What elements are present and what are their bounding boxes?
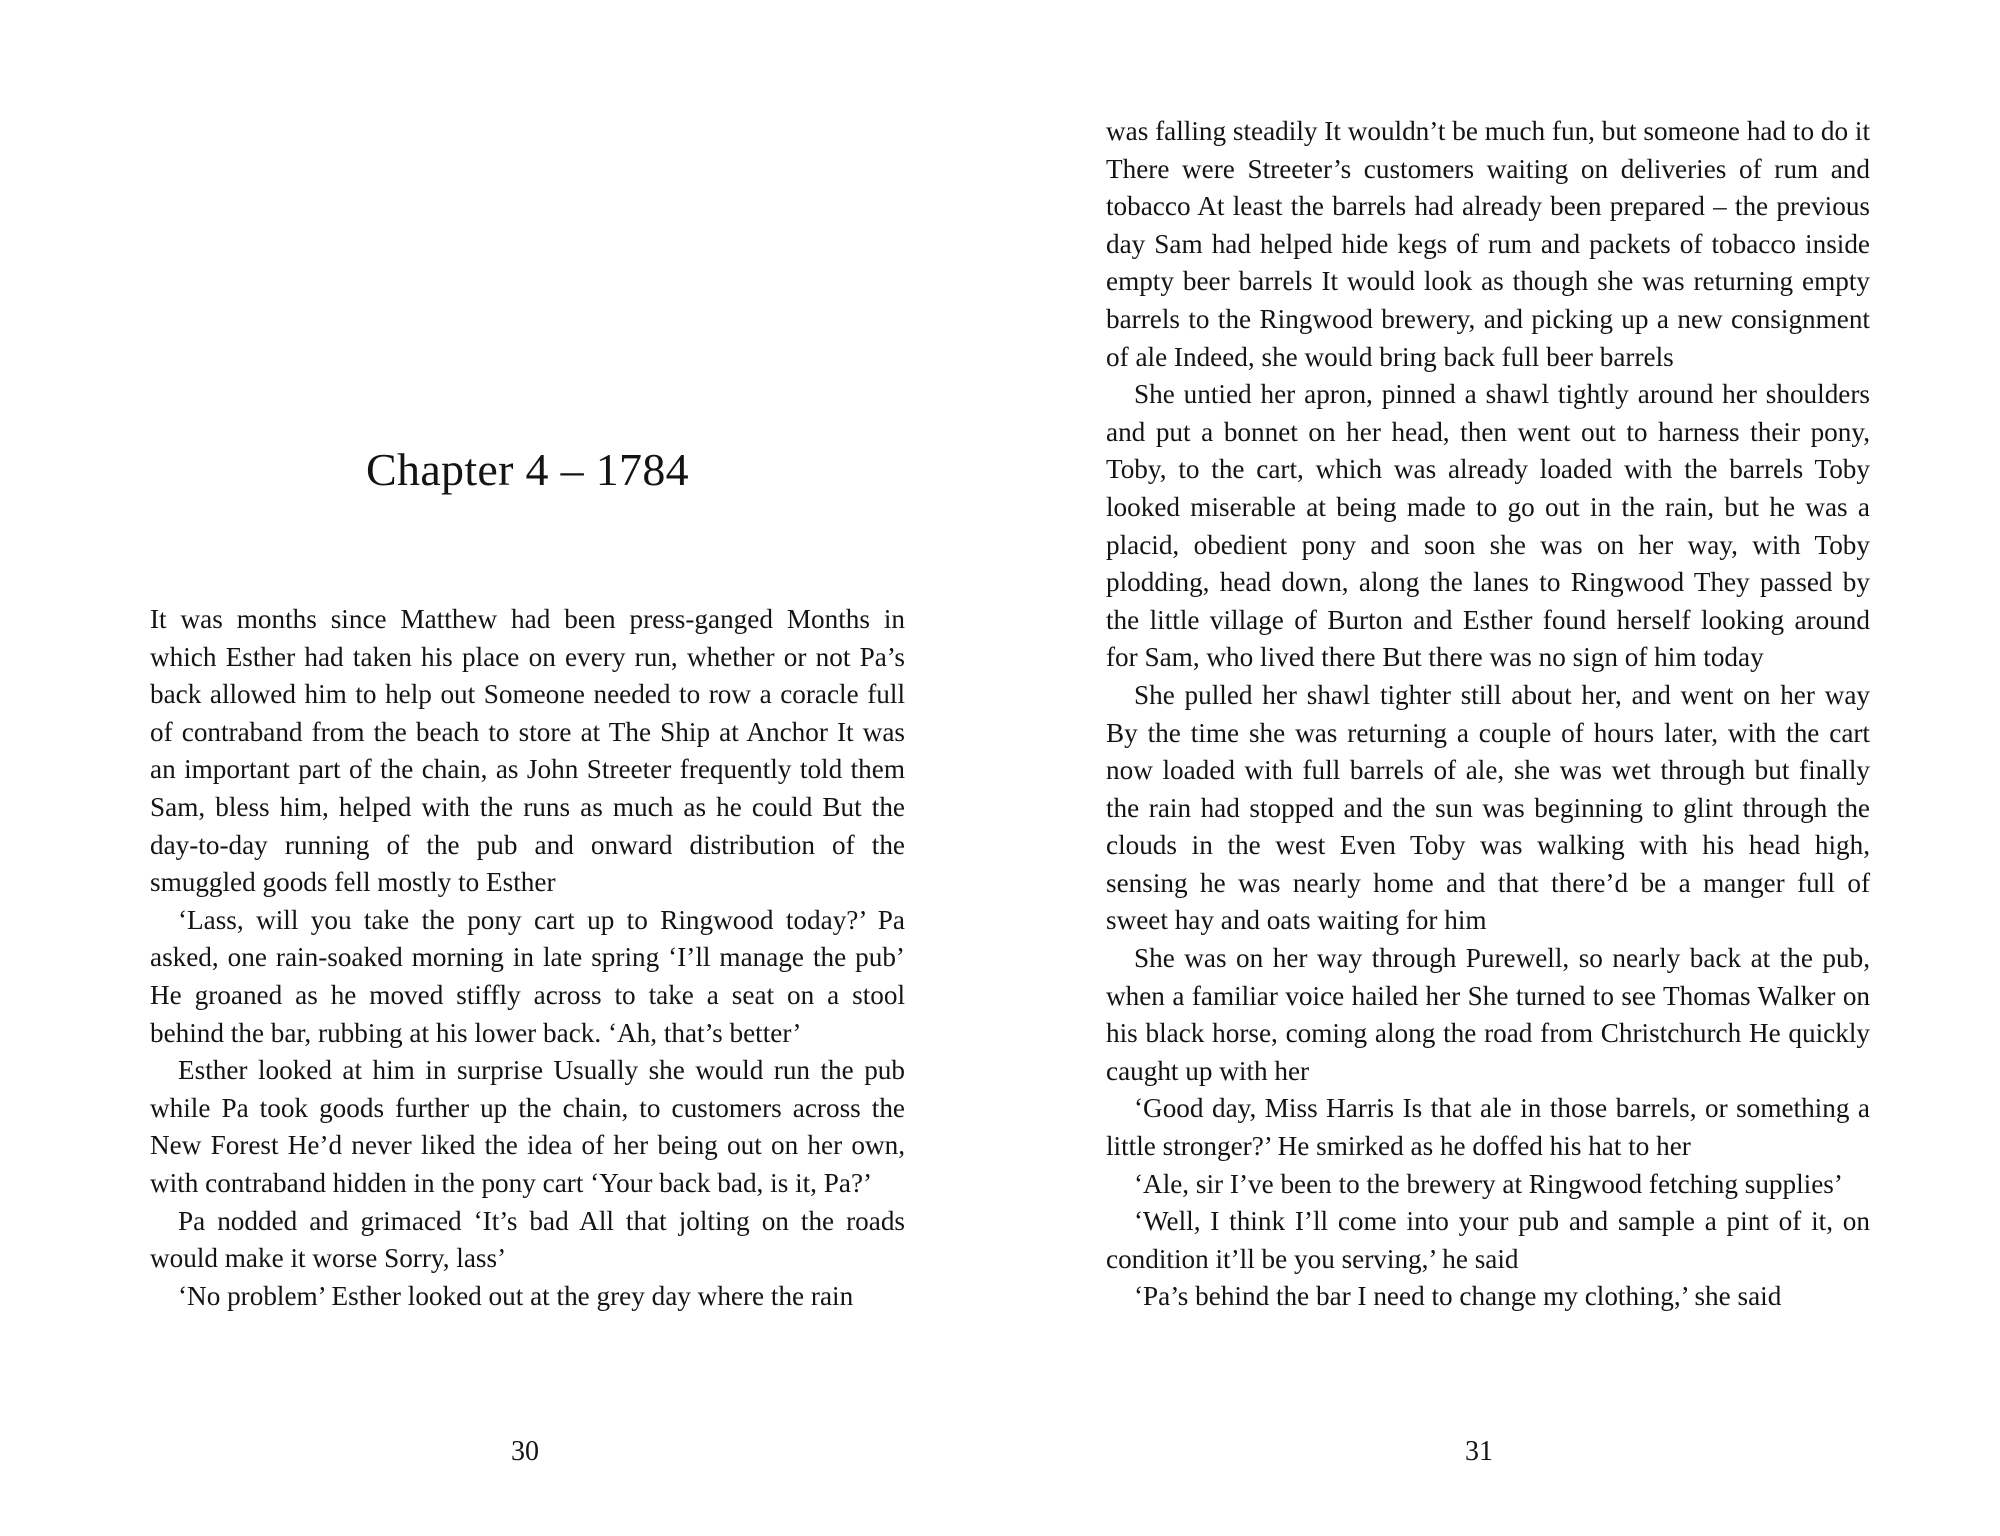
paragraph: Esther looked at him in surprise Usually she would run the pub while Pa took goods further up the chain, to customers across the New Forest He’d never liked the idea of her being out on her own, with contraband hidden in the pony cart ‘Your back bad, is it, Pa?’	[150, 1055, 905, 1198]
left-page-text	[150, 601, 905, 1315]
paragraph: It was months since Matthew had been press-ganged Months in which Esther had taken his place on every run, whether or not Pa’s back allowed him to help out Someone needed to row a coracle full of contraband from the beach to store at The Ship at Anchor It was an important part of the chain, as John Streeter frequently told them Sam, bless him, helped with the runs as much as he could But the day-to-day running of the pub and onward distribution of the smuggled goods fell mostly to Esther	[150, 604, 905, 898]
right-page-text	[1106, 113, 1870, 1316]
chapter-title: Chapter 4 – 1784	[366, 444, 689, 495]
right-page	[1000, 0, 2000, 1536]
page-number-right: 31	[1465, 1436, 1493, 1467]
paragraph: Pa nodded and grimaced ‘It’s bad All that jolting on the roads would make it worse Sorry, lass’	[150, 1205, 905, 1274]
paragraph: was falling steadily It wouldn’t be much fun, but someone had to do it There were Streeter’s customers waiting on deliveries of rum and tobacco At least the barrels had already been prepared – the previous day Sam had helped hide kegs of rum and packets of tobacco inside empty beer barrels It would look as though she was returning empty barrels to the Ringwood brewery, and picking up a new consignment of ale Indeed, she would bring back full beer barrels	[1106, 116, 1870, 372]
paragraph: She was on her way through Purewell, so nearly back at the pub, when a familiar voice hailed her She turned to see Thomas Walker on his black horse, coming along the road from Christchurch He quickly caught up with her	[1106, 943, 1870, 1086]
paragraph: ‘No problem’ Esther looked out at the grey day where the rain	[178, 1280, 854, 1311]
paragraph: She pulled her shawl tighter still about her, and went on her way By the time she was returning a couple of hours later, with the cart now loaded with full barrels of ale, she was wet through but finally the rain had stopped and the sun was beginning to glint through the clouds in the west Even Toby was walking with his head high, sensing he was nearly home and that there’d be a manger full of sweet hay and oats waiting for him	[1106, 679, 1870, 936]
paragraph: ‘Pa’s behind the bar I need to change my clothing,’ she said	[1134, 1281, 1782, 1312]
paragraph: ‘Well, I think I’ll come into your pub and sample a pint of it, on condition it’ll be you serving,’ he said	[1106, 1206, 1870, 1274]
paragraph: ‘Lass, will you take the pony cart up to Ringwood today?’ Pa asked, one rain-soaked morning in late spring ‘I’ll manage the pub’ He groaned as he moved stiffly across to take a seat on a stool behind the bar, rubbing at his lower back. ‘Ah, that’s better’	[150, 904, 905, 1048]
page-number-left: 30	[511, 1436, 539, 1467]
paragraph: ‘Good day, Miss Harris Is that ale in those barrels, or something a little stronger?’ He smirked as he doffed his hat to her	[1106, 1093, 1870, 1162]
paragraph: She untied her apron, pinned a shawl tightly around her shoulders and put a bonnet on her head, then went out to harness their pony, Toby, to the cart, which was already loaded with the barrels Toby looked miserable at being made to go out in the rain, but he was a placid, obedient pony and soon she was on her way, with Toby plodding, head down, along the lanes to Ringwood They passed by the little village of Burton and Esther found herself looking around for Sam, who lived there But there was no sign of him today	[1106, 379, 1870, 673]
paragraph: ‘Ale, sir I’ve been to the brewery at Ringwood fetching supplies’	[1134, 1168, 1843, 1199]
